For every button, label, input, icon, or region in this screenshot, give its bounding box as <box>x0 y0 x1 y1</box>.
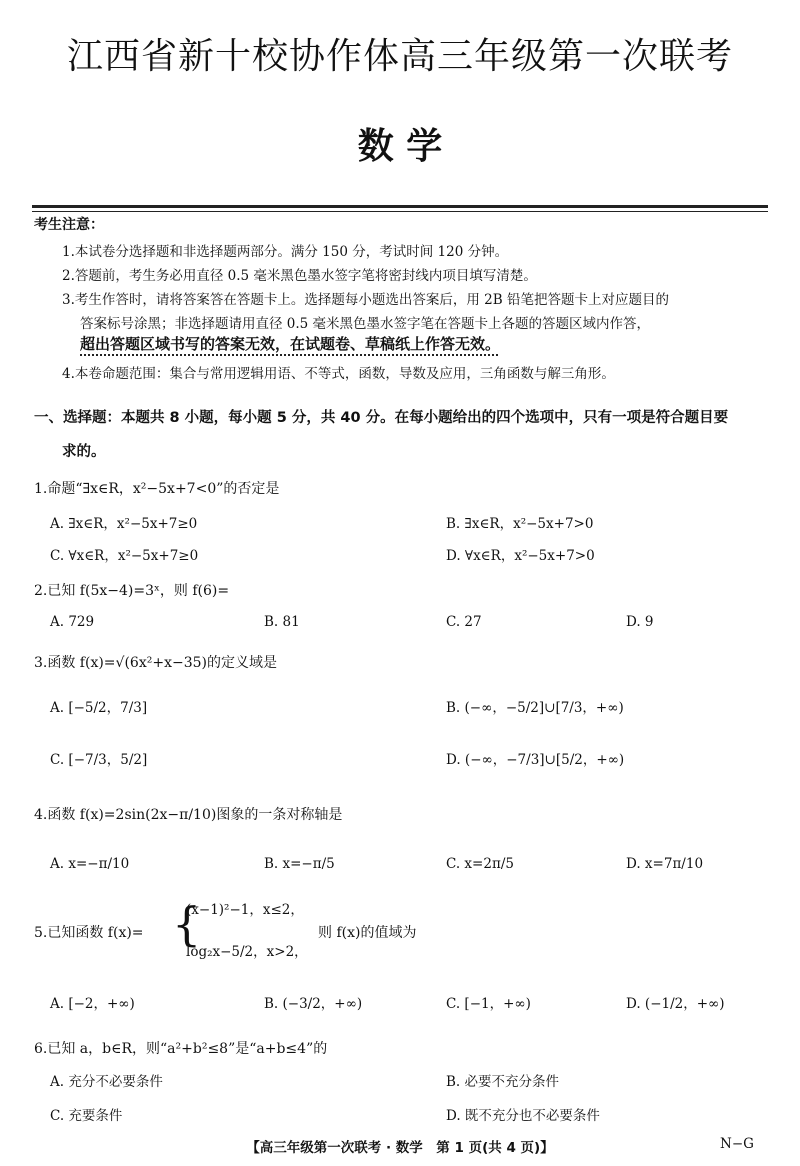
question-3-stem: 3.函数 f(x)=√(6x²+x−35)的定义域是 <box>34 655 277 671</box>
question-5-stem-prefix: 5.已知函数 f(x)= <box>34 925 144 941</box>
question-5-option-c: C. [−1，+∞) <box>446 996 531 1012</box>
question-3-option-d: D. (−∞，−7/3]∪[5/2，+∞) <box>446 752 625 768</box>
header-rule-thick <box>32 205 768 208</box>
question-3-option-b: B. (−∞，−5/2]∪[7/3，+∞) <box>446 700 624 716</box>
question-3-option-c: C. [−7/3，5/2] <box>50 752 148 768</box>
notice-emphasis: 超出答题区域书写的答案无效，在试题卷、草稿纸上作答无效。 <box>80 335 501 353</box>
question-2-option-b: B. 81 <box>264 614 300 630</box>
question-6-option-c: C. 充要条件 <box>50 1108 123 1124</box>
section-heading-cont: 求的。 <box>62 444 106 460</box>
question-2-option-a: A. 729 <box>50 614 95 630</box>
question-6-option-d: D. 既不充分也不必要条件 <box>446 1108 600 1124</box>
notice-item-3: 3.考生作答时，请将答案答在答题卡上。选择题每小题选出答案后，用 2B 铅笔把答题卡上对应题目的 <box>62 292 669 308</box>
question-2-option-c: C. 27 <box>446 614 482 630</box>
exam-title: 江西省新十校协作体高三年级第一次联考 <box>66 36 733 77</box>
question-3-option-a: A. [−5/2，7/3] <box>50 700 148 716</box>
notice-item-1: 1.本试卷分选择题和非选择题两部分。满分 150 分，考试时间 120 分钟。 <box>62 244 509 260</box>
question-1-option-c: C. ∀x∈R，x²−5x+7≥0 <box>50 548 199 564</box>
question-1-option-a: A. ∃x∈R，x²−5x+7≥0 <box>50 516 198 532</box>
question-5-case-2: log₂x−5/2，x>2， <box>186 944 308 960</box>
question-2-option-d: D. 9 <box>626 614 654 630</box>
question-5-option-a: A. [−2，+∞) <box>50 996 135 1012</box>
question-1-option-d: D. ∀x∈R，x²−5x+7>0 <box>446 548 595 564</box>
question-6-option-b: B. 必要不充分条件 <box>446 1074 560 1090</box>
question-1-stem: 1.命题“∃x∈R，x²−5x+7<0”的否定是 <box>34 481 280 497</box>
page-footer: 【高三年级第一次联考 · 数学 第 1 页(共 4 页)】 <box>246 1140 554 1156</box>
subject-title: 数 学 <box>357 126 443 167</box>
question-6-stem: 6.已知 a，b∈R，则“a²+b²≤8”是“a+b≤4”的 <box>34 1041 328 1057</box>
question-2-stem: 2.已知 f(5x−4)=3ˣ，则 f(6)= <box>34 583 230 599</box>
question-6-option-a: A. 充分不必要条件 <box>50 1074 163 1090</box>
piecewise-brace-icon: { <box>172 897 202 951</box>
notice-item-2: 2.答题前，考生务必用直径 0.5 毫米黑色墨水签字笔将密封线内项目填写清楚。 <box>62 268 537 284</box>
question-4-stem: 4.函数 f(x)=2sin(2x−π/10)图象的一条对称轴是 <box>34 807 343 823</box>
section-heading: 一、选择题：本题共 8 小题，每小题 5 分，共 40 分。在每小题给出的四个选项中，只有一项是符合题目要 <box>34 410 729 426</box>
notice-heading: 考生注意： <box>34 217 104 233</box>
paper-code: N−G <box>720 1136 754 1152</box>
question-4-option-b: B. x=−π/5 <box>264 856 335 872</box>
question-5-option-d: D. (−1/2，+∞) <box>626 996 725 1012</box>
question-1-option-b: B. ∃x∈R，x²−5x+7>0 <box>446 516 594 532</box>
question-4-option-a: A. x=−π/10 <box>50 856 130 872</box>
notice-item-3-cont: 答案标号涂黑；非选择题请用直径 0.5 毫米黑色墨水签字笔在答题卡上各题的答题区域内作答， <box>80 316 651 332</box>
question-5-stem-suffix: 则 f(x)的值域为 <box>318 925 417 941</box>
notice-item-4: 4.本卷命题范围：集合与常用逻辑用语、不等式，函数，导数及应用，三角函数与解三角形。 <box>62 366 615 382</box>
question-4-option-c: C. x=2π/5 <box>446 856 514 872</box>
question-5-case-1: (x−1)²−1，x≤2， <box>186 902 304 918</box>
question-4-option-d: D. x=7π/10 <box>626 856 704 872</box>
header-rule-thin <box>32 211 768 212</box>
question-5-option-b: B. (−3/2，+∞) <box>264 996 363 1012</box>
